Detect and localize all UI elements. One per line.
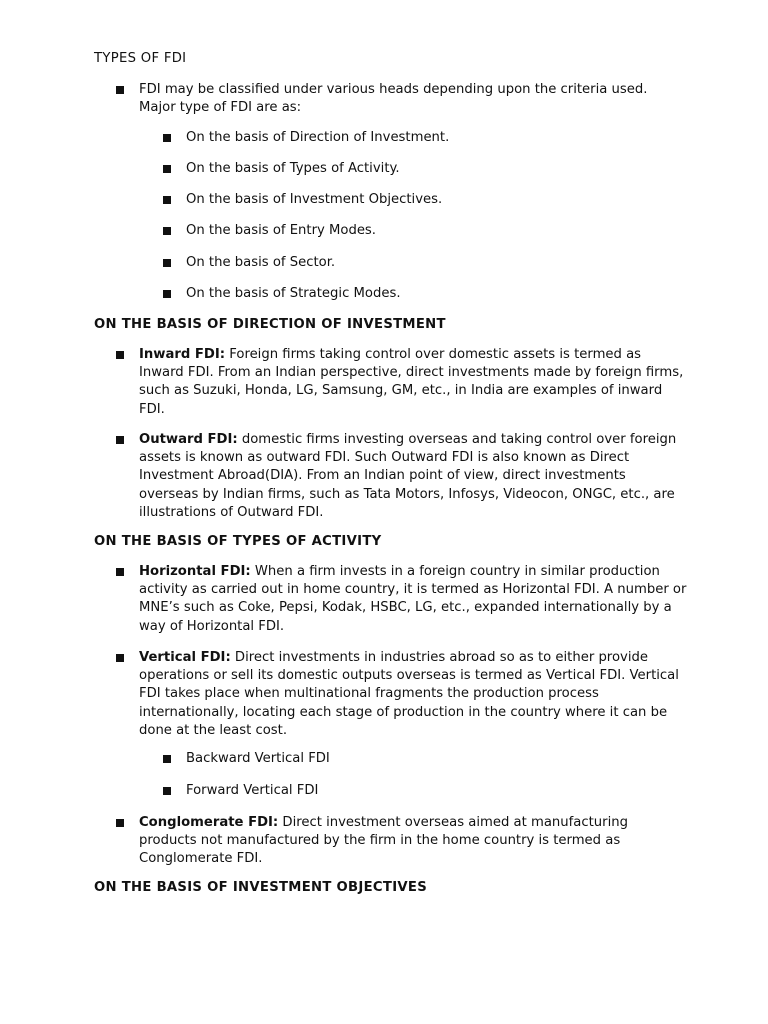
heading-types-of-fdi: TYPES OF FDI xyxy=(94,51,187,66)
list-item-basis-strategic xyxy=(186,285,686,303)
list-item-inward-fdi xyxy=(139,346,687,419)
list-item-forward-vertical-fdi xyxy=(186,782,686,800)
term-conglomerate-fdi: Conglomerate FDI: xyxy=(139,815,279,830)
square-bullet-icon xyxy=(163,787,171,795)
square-bullet-icon xyxy=(163,134,171,142)
square-bullet-icon xyxy=(163,755,171,763)
term-horizontal-fdi: Horizontal FDI: xyxy=(139,564,251,579)
list-item-basis-objectives xyxy=(186,191,686,209)
list-item-basis-entry-modes xyxy=(186,222,686,240)
square-bullet-icon xyxy=(116,86,124,94)
definition-inward-fdi: Foreign firms taking control over domestic assets is termed as Inward FDI. From an Indian perspective, direct investments made by foreign firms, such as Suzuki, Honda, LG, Samsung, GM, etc., in India are examples of inward FDI. xyxy=(139,347,684,417)
term-inward-fdi: Inward FDI: xyxy=(139,347,226,362)
square-bullet-icon xyxy=(116,654,124,662)
square-bullet-icon xyxy=(163,259,171,267)
list-item-basis-direction xyxy=(186,129,686,147)
basis-label: On the basis of Strategic Modes. xyxy=(186,286,401,301)
list-item-backward-vertical-fdi xyxy=(186,750,686,768)
term-outward-fdi: Outward FDI: xyxy=(139,432,238,447)
basis-label: On the basis of Sector. xyxy=(186,255,336,270)
list-item-vertical-fdi xyxy=(139,649,687,740)
square-bullet-icon xyxy=(116,819,124,827)
basis-label: On the basis of Types of Activity. xyxy=(186,161,400,176)
square-bullet-icon xyxy=(163,196,171,204)
square-bullet-icon xyxy=(163,227,171,235)
square-bullet-icon xyxy=(116,568,124,576)
intro-text: FDI may be classified under various heads depending upon the criteria used. Major type of FDI are as: xyxy=(139,82,648,116)
basis-label: On the basis of Investment Objectives. xyxy=(186,192,443,207)
heading-types-of-activity: ON THE BASIS OF TYPES OF ACTIVITY xyxy=(94,534,382,549)
square-bullet-icon xyxy=(163,165,171,173)
list-item-horizontal-fdi xyxy=(139,563,687,636)
subtype-label: Backward Vertical FDI xyxy=(186,751,330,766)
basis-label: On the basis of Direction of Investment. xyxy=(186,130,450,145)
list-item-basis-sector xyxy=(186,254,686,272)
definition-conglomerate-fdi: Direct investment overseas aimed at manufacturing products not manufactured by the firm in the home country is termed as Conglomerate FDI. xyxy=(139,815,628,867)
square-bullet-icon xyxy=(116,351,124,359)
term-vertical-fdi: Vertical FDI: xyxy=(139,650,231,665)
basis-label: On the basis of Entry Modes. xyxy=(186,223,376,238)
list-item-conglomerate-fdi xyxy=(139,814,687,869)
square-bullet-icon xyxy=(116,436,124,444)
list-item-outward-fdi xyxy=(139,431,687,522)
definition-horizontal-fdi: When a firm invests in a foreign country in similar production activity as carried out in home country, it is termed as Horizontal FDI. A number or MNE’s such as Coke, Pepsi, Kodak, HSBC, LG, etc., expanded internationally by a way of Horizontal FDI. xyxy=(139,564,687,634)
subtype-label: Forward Vertical FDI xyxy=(186,783,319,798)
definition-vertical-fdi: Direct investments in industries abroad so as to either provide operations or sell its domestic outputs overseas is termed as Vertical FDI. Vertical FDI takes place when multinational fragments the production process internationally, locating each stage of production in the country where it can be done at the least cost. xyxy=(139,650,679,738)
list-item-intro xyxy=(139,81,687,117)
heading-investment-objectives: ON THE BASIS OF INVESTMENT OBJECTIVES xyxy=(94,880,428,895)
heading-direction-of-investment: ON THE BASIS OF DIRECTION OF INVESTMENT xyxy=(94,317,446,332)
definition-outward-fdi: domestic firms investing overseas and taking control over foreign assets is known as outward FDI. Such Outward FDI is also known as Direct Investment Abroad(DIA). From an Indian point of view, direct investments overseas by Indian firms, such as Tata Motors, Infosys, Videocon, ONGC, etc., are illustrations of Outward FDI. xyxy=(139,432,677,520)
list-item-basis-activity xyxy=(186,160,686,178)
square-bullet-icon xyxy=(163,290,171,298)
